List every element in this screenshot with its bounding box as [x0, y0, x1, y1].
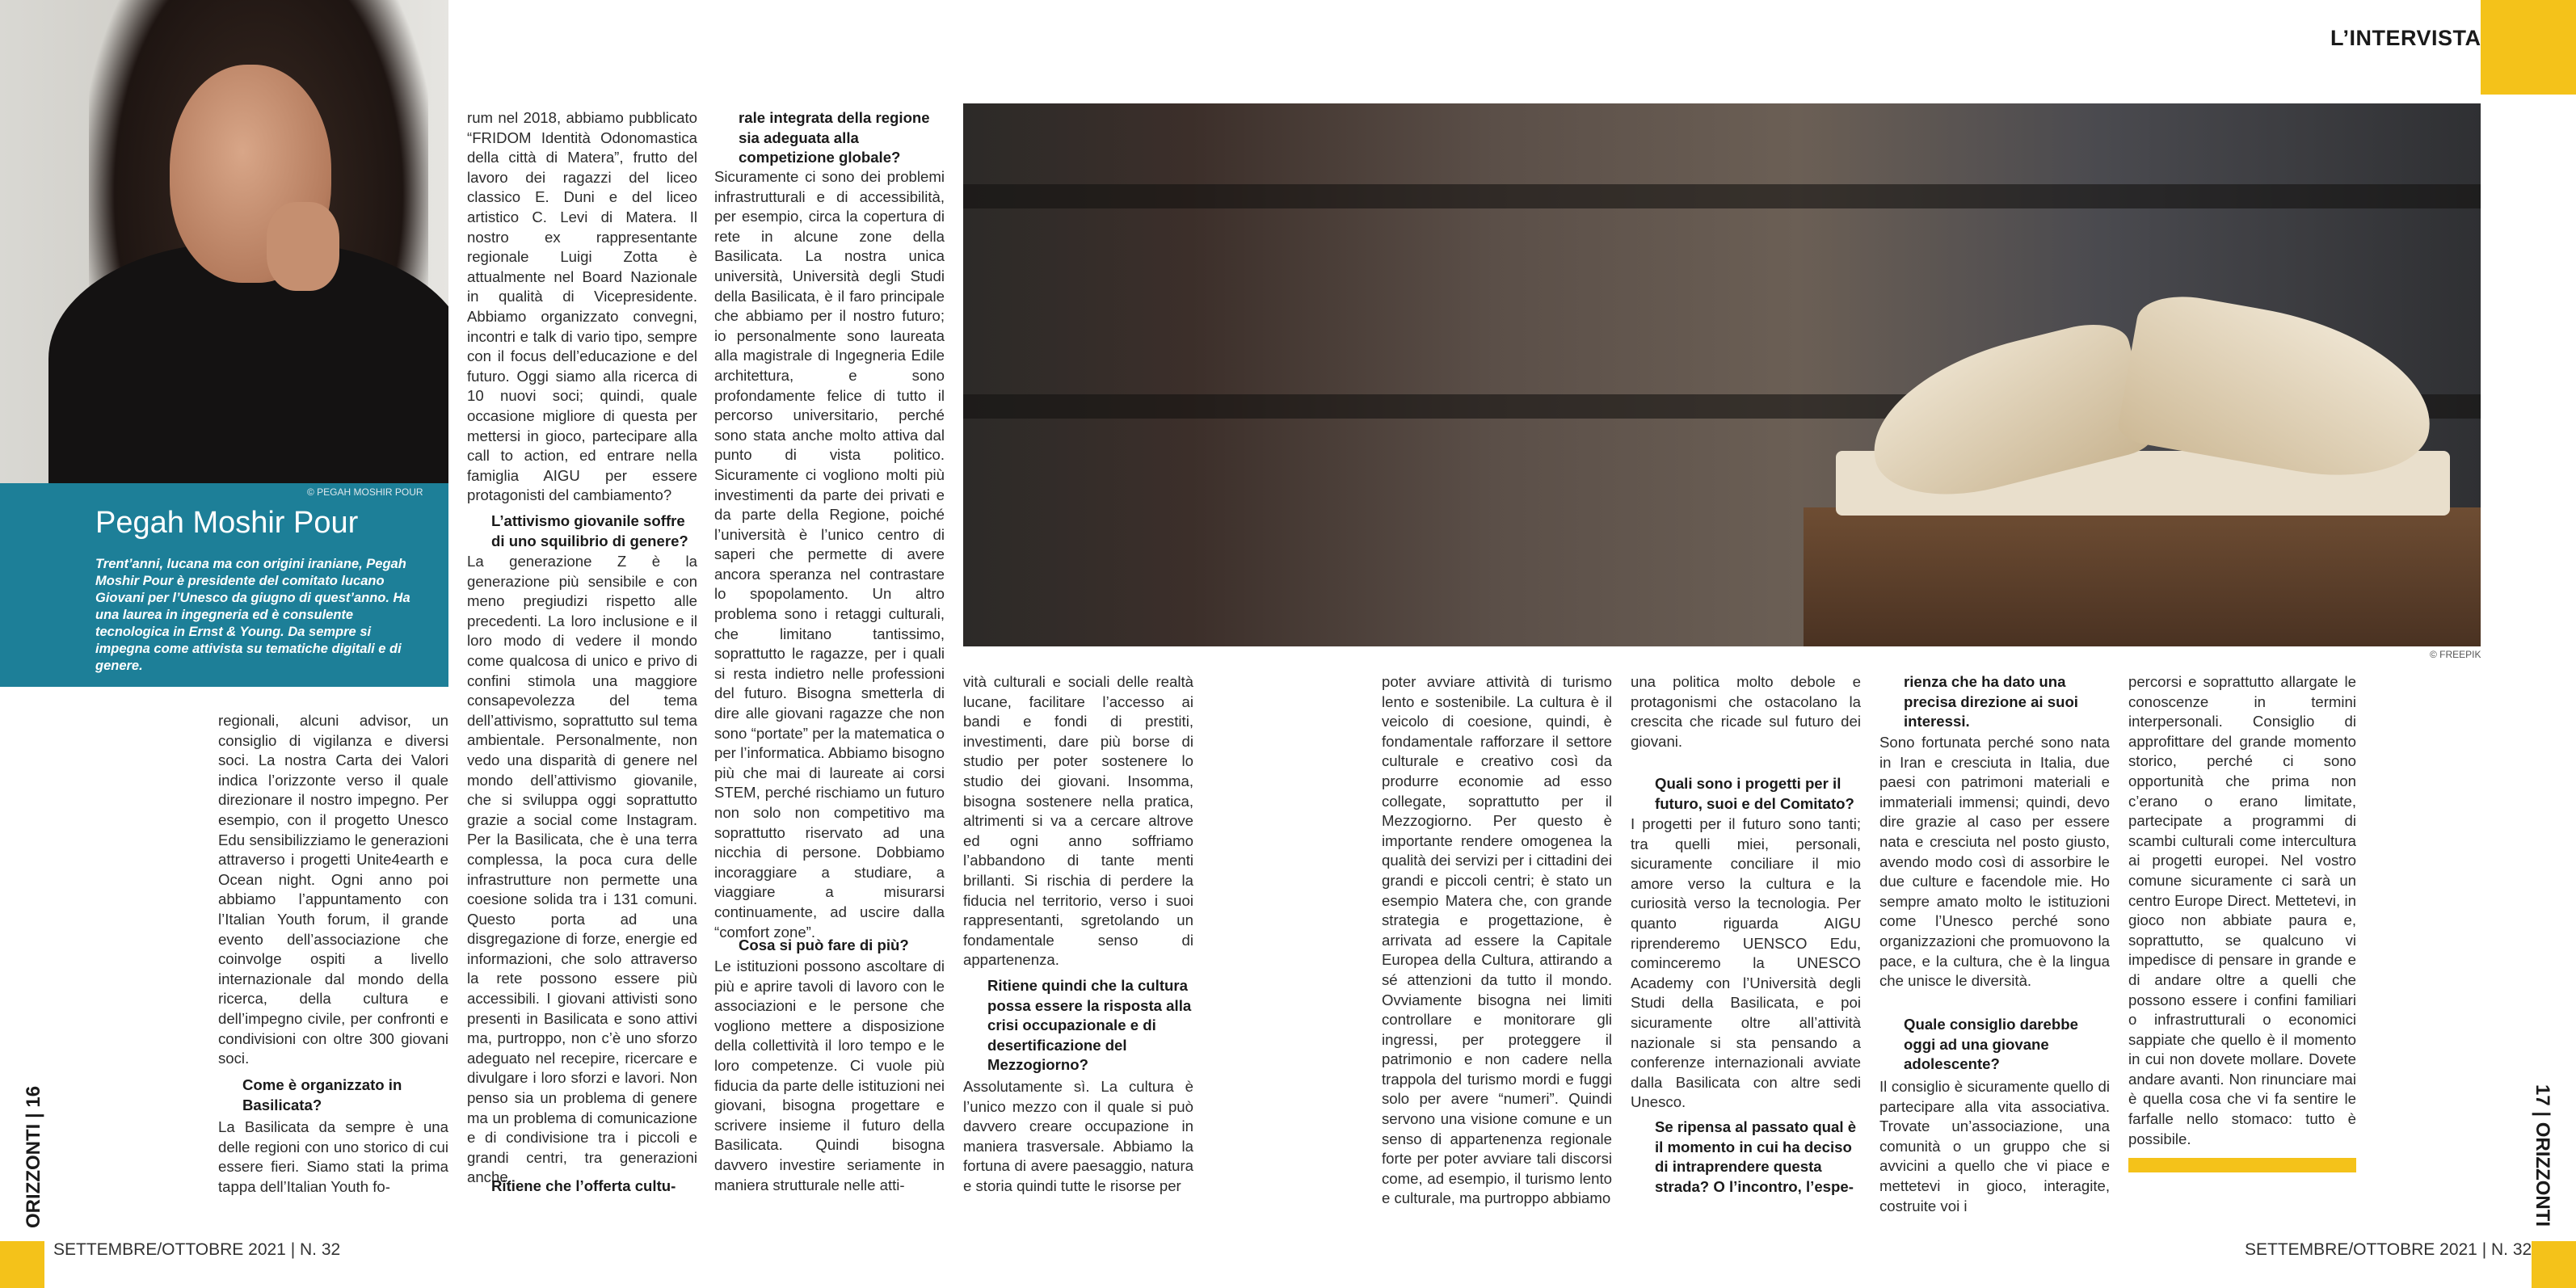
- footer-issue-right: SETTEMBRE/OTTOBRE 2021 | N. 32: [2245, 1240, 2532, 1259]
- article-column-7: Sono fortunata perché sono nata in Iran e cresciuta in Italia, due paesi con patrimoni materiali e immateriali immensi; quindi, devo dire grazie al caso per essere nata e cresciuta nel posto giusto, avendo modo così di assorbire le due culture e facendole mie. Ho sempre amato molto le istituzioni come l’Unesco perché sono organizzazioni che promuovono la pace, e la cultura, che è la lingua che unisce le diversità.: [1879, 734, 2115, 990]
- page-number-right: 17 | ORIZZONTI: [2532, 1084, 2553, 1227]
- article-column-7-cont: Il consiglio è sicuramente quello di partecipare alla vita associativa. Trovate un’associazione, una comunità o un gruppo che si avvicini a quello che vi piace e mettetevi in gioco, interagite, costruite voi i: [1879, 1078, 2115, 1214]
- article-column-4-cont: Assolutamente sì. La cultura è l’unico mezzo con il quale si può davvero creare occupazione in maniera trasversale. Abbiamo la fortuna di avere paesaggio, natura e storia quindi tutte le risorse per: [963, 1078, 1198, 1194]
- question-turning-point-cont: rienza che ha dato una precisa direzione ai suoi interessi.: [1904, 673, 2083, 730]
- footer-accent-right: [2532, 1241, 2576, 1288]
- question-gender: L’attivismo giovanile soffre di uno squilibrio di genere?: [491, 512, 689, 549]
- article-column-1: regionali, alcuni advisor, un consiglio di vigilanza e diversi soci. La nostra Carta dei Valori indica l’orizzonte verso il quale direzionare il nostro impegno. Per esempio, con il progetto Unesco Edu sensibilizziamo le generazioni attraverso i progetti Unite4earth e Ocean night. Ogni anno poi abbiamo l’appuntamento con l’Italian Youth forum, il grande evento dell’associazione che coinvolge ospiti a livello internazionale dal mondo della ricerca, della cultura e dell’impegno civile, per confronti e condivisioni con oltre 300 giovani soci.: [218, 712, 453, 1067]
- hero-book-photo: [963, 103, 2481, 646]
- portrait-credit: © PEGAH MOSHIR POUR: [307, 486, 423, 498]
- question-culture-answer: Ritiene quindi che la cultura possa essere la risposta alla crisi occupazionale e di desertificazione del Mezzogiorno?: [987, 977, 1196, 1074]
- yellow-corner-accent: [2481, 0, 2576, 95]
- bio-name: Pegah Moshir Pour: [95, 506, 359, 540]
- article-column-3-cont: Le istituzioni possono ascoltare di più e aprire tavoli di lavoro con le associazioni e le persone che vogliono mettere a disposizione della collettività il loro tempo e le loro competenze. Ci vuole più fiducia da parte delle istituzioni nei giovani, bisogna progettare e scrivere insieme il futuro della Basilicata. Quindi bisogna davvero investire seriamente in maniera strutturale nelle atti-: [714, 958, 949, 1193]
- article-column-5: poter avviare attività di turismo lento e sostenibile. La cultura è il veicolo di coesione, quindi, è fondamentale rafforzare il settore culturale e creativo così da produrre economie ad esso collegate, soprattutto per il Mezzogiorno. Per questo è importante rendere omogenea la qualità dei servizi per i cittadini dei grandi e piccoli centri; è stato un esempio Matera che, con grande strategia e progettazione, è arrivata ad essere la Capitale Europea della Cultura, attirando a sé attenzioni da tutto il mondo. Ovviamente bisogna nei limiti controllare e monitorare gli ingressi, per proteggere il patrimonio e non cadere nella trappola del turismo mordi e fuggi solo per avere “numeri”. Quindi servono una visione comune e un senso di appartenenza regionale forte per poter avviare tali discorsi come, ad esempio, il turismo lento e culturale, ma purtroppo abbiamo: [1382, 673, 1617, 1207]
- article-column-8: percorsi e soprattutto allargate le conoscenze in termini interpersonali. Consiglio di approfittare del grande momento storico, perché ci sono opportunità che prima non c’erano o erano limitate, partecipate a programmi di scambi culturali come intercultura ai progetti europei. Nel vostro comune sicuramente ci sarà un centro Europe Direct. Mettetevi, in gioco non abbiate paura e, soprattutto, se qualcuno vi impedisce di pensare in grande e di andare oltre a quelli che possono essere i confini familiari o infrastrutturali o economici sappiate che quello è il momento in cui non dovete mollare. Dovete andare avanti. Non rinunciare mai è quella cosa che vi fa sentire le farfalle nello stomaco: tutto è possibile.: [2128, 673, 2361, 1147]
- hero-credit: © FREEPIK: [2430, 649, 2481, 660]
- question-organization: Come è organizzato in Basilicata?: [242, 1076, 406, 1113]
- article-column-3: Sicuramente ci sono dei problemi infrastrutturali e di accessibilità, per esempio, circa la copertura di rete in alcune zone della Basilicata. La nostra unica università, Università degli Studi della Basilicata, è il faro principale che abbiamo per il nostro futuro; io personalmente sono laureata alla magistrale di Ingegneria Edile architettura, e sono profondamente felice di tutto il percorso universitario, perché sono stata anche molto attiva dal punto di vista politico. Sicuramente ci vogliono molti più investimenti da parte dei privati e da parte della Regione, poiché l’università è l’unico centro di saperi che permette di avere ancora speranza nel contrastare lo spopolamento. Un altro problema sono i retaggi culturali, che limitano tantissimo, soprattutto le ragazze, per i quali si resta indietro nelle professioni del futuro. Bisogna smetterla di dire alle giovani ragazze che non sono “portate” per la matematica o per l’informatica. Abbiamo bisogno più che mai di laureate ai corsi STEM, perché rischiamo un futuro non solo non competitivo ma soprattutto riservato ad una nicchia di persone. Dobbiamo incoraggiare a studiare, a viaggiare a misurarsi continuamente, ad uscire dalla “comfort zone”.: [714, 168, 949, 941]
- question-culture-offer: Ritiene che l’offerta cultu-: [491, 1177, 676, 1194]
- article-column-1-cont: La Basilicata da sempre è una delle regioni con uno storico di cui essere fieri. Siamo stati la prima tappa dell’Italian Youth fo-: [218, 1118, 453, 1195]
- portrait-photo: [0, 0, 448, 485]
- article-column-2-cont: La generazione Z è la generazione più sensibile e con meno pregiudizi rispetto alle precedenti. La loro inclusione e il loro modo di vedere il mondo come qualcosa di unico e privo di confini stimola una maggiore consapevolezza del tema dell’attivismo, soprattutto sul tema ambientale. Personalmente, non vedo una disparità di genere nel mondo dell’attivismo giovanile, che si sviluppa oggi soprattutto grazie a social come Instagram. Per la Basilicata, che è una terra complessa, la poca cura delle infrastrutture non permette una coesione solida tra i 131 comuni. Questo porta ad una disgregazione di forze, energie ed informazioni, che solo attraverso la rete possono essere più accessibili. I giovani attivisti sono presenti in Basilicata e sono attivi ma, purtroppo, non c’è uno sforzo adeguato nel recepire, ricercare e divulgare i loro sforzi e lavori. Non penso sia un problema di genere ma un problema di comunicazione e di condivisione tra i piccoli e grandi centri, tra generazioni anche.: [467, 553, 702, 1186]
- end-of-article-bar: [2128, 1158, 2356, 1172]
- question-turning-point: Se ripensa al passato qual è il momento in cui ha deciso di intraprendere questa strada? O l’incontro, l’espe-: [1655, 1118, 1861, 1195]
- question-advice: Quale consiglio darebbe oggi ad una giovane adolescente?: [1904, 1016, 2083, 1073]
- question-future-projects: Quali sono i progetti per il futuro, suoi e del Comitato?: [1655, 775, 1854, 812]
- article-column-6-cont: I progetti per il futuro sono tanti; tra quelli miei, personali, sicuramente conciliare il mio amore verso la cultura e la curiosità verso la tecnologia. Per quanto riguarda AIGU riprenderemo UENSCO Edu, cominceremo la UNESCO Academy con l’Università degli Studi della Basilicata, e poi sicuramente oltre all’attività nazionale si sta pensando a conferenze internazionali avviate dalla Basilicata con altre sedi Unesco.: [1631, 815, 1866, 1111]
- question-culture-offer-cont: rale integrata della regione sia adeguata alla competizione globale?: [739, 109, 934, 166]
- section-title: L’INTERVISTA: [2330, 26, 2481, 50]
- article-column-6: una politica molto debole e protagonismi che ostacolano la crescita che ricade sul futuro dei giovani.: [1631, 673, 1866, 750]
- article-column-2: rum nel 2018, abbiamo pubblicato “FRIDOM Identità Odonomastica della città di Matera”, frutto del lavoro dei ragazzi del liceo classico E. Duni e del liceo artistico C. Levi di Matera. Il nostro ex rappresentante regionale Luigi Zotta è attualmente nel Board Nazionale in qualità di Vicepresidente. Abbiamo organizzato convegni, incontri e talk di vario tipo, sempre con il focus dell’educazione e del futuro. Oggi siamo alla ricerca di 10 nuovi soci; quindi, quale occasione migliore di questa per mettersi in gioco, partecipare alla call to action, ed entrare nella famiglia AIGU per essere protagonisti del cambiamento?: [467, 109, 702, 504]
- article-column-4: vità culturali e sociali delle realtà lucane, facilitare l’accesso ai bandi e fondi di prestiti, investimenti, dare più borse di studio per poter sostenere lo studio dei giovani. Insomma, bisogna sostenere nella pratica, altrimenti si va a cercare altrove ed ogni anno soffriamo l’abbandono di tante menti brillanti. Si rischia di perdere la fiducia nel territorio, verso i suoi rappresentanti, sgretolando un fondamentale senso di appartenenza.: [963, 673, 1198, 969]
- footer-accent-left: [0, 1241, 44, 1288]
- footer-issue-left: SETTEMBRE/OTTOBRE 2021 | N. 32: [53, 1240, 341, 1259]
- bio-text: Trent’anni, lucana ma con origini iraniane, Pegah Moshir Pour è presidente del comitato lucano Giovani per l’Unesco da giugno di quest’anno. Ha una laurea in ingegneria ed è consulente tecnologica in Ernst & Young. Da sempre si impegna come attivista su tematiche digitali e di genere.: [95, 557, 410, 673]
- page-number-left: ORIZZONTI | 16: [23, 1085, 44, 1228]
- question-more-to-do: Cosa si può fare di più?: [739, 937, 909, 953]
